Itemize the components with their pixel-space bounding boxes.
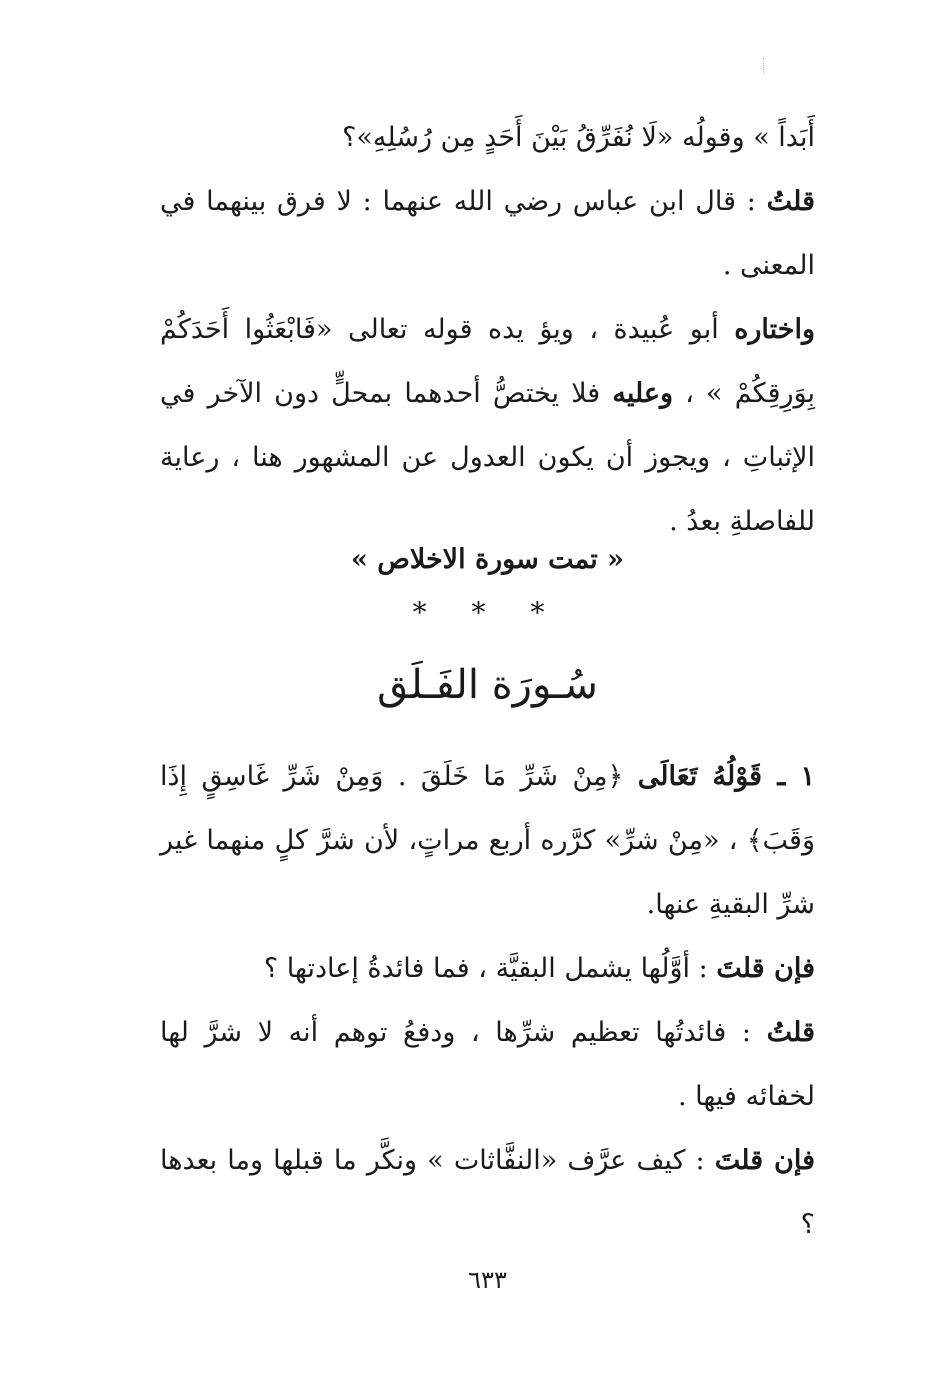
lead-word: وعليه bbox=[612, 378, 674, 409]
paragraph-answer bbox=[160, 1001, 815, 1129]
paragraph-text: : كيف عرَّف «النفَّاثات » ونكَّر ما قبلها وما بعدها ؟ bbox=[160, 1145, 815, 1240]
paragraph-commentary bbox=[160, 298, 815, 554]
lead-word: فإن قلتَ bbox=[714, 1145, 815, 1176]
paragraph-answer bbox=[160, 170, 815, 298]
lead-word: فإن قلتَ bbox=[716, 953, 815, 984]
paragraph-text: : قال ابن عباس رضي الله عنهما : لا فرق بينهما في المعنى . bbox=[160, 186, 815, 281]
surah-title: سُـورَة الفَـلَق bbox=[377, 662, 598, 708]
paragraph-question bbox=[160, 937, 815, 1001]
paragraph-text: ﴿مِنْ شَرِّ مَا خَلَقَ . وَمِنْ شَرِّ غَاسِقٍ إِذَا وَقَبَ﴾ ، «مِنْ شرِّ» كرَّره أربع مراتٍ، لأن شرَّ كلٍ منهما غير شرِّ البقيةِ عنها. bbox=[160, 761, 815, 920]
paragraph-text: أبو عُبيدة ، ويؤ يده قوله تعالى «فَابْعَثُوا أَحَدَكُمْ بِوَرِقِكُمْ » ، bbox=[160, 314, 815, 409]
lead-word: قلتُ bbox=[766, 1017, 815, 1048]
lead-word: قلتُ bbox=[766, 186, 815, 217]
section-surah-falaq bbox=[160, 745, 815, 1257]
lead-word: ١ ـ قَوْلُهُ تَعَالَى bbox=[637, 761, 815, 792]
section-surah-ikhlas-end bbox=[160, 106, 815, 554]
page-number: ٦٣٣ bbox=[468, 1266, 507, 1294]
paragraph-text: : فائدتُها تعظيم شرِّها ، ودفعُ توهم أنه لا شرَّ لها لخفائه فيها . bbox=[160, 1017, 815, 1112]
scan-mark bbox=[763, 58, 765, 74]
paragraph-question bbox=[160, 1129, 815, 1257]
text-line: أَبَداً » وقولُه «لَا نُفَرِّقُ بَيْنَ أَحَدٍ مِن رُسُلِهِ»؟ bbox=[342, 122, 815, 153]
paragraph-text: فلا يختصُّ أحدهما بمحلٍّ دون الآخر في الإثباتِ ، ويجوز أن يكون العدول عن المشهور هنا ، رعاية للفاصلةِ بعدُ . bbox=[160, 378, 815, 537]
paragraph-verse-quote bbox=[160, 106, 815, 170]
paragraph-text: : أوَّلُها يشمل البقيَّة ، فما فائدةُ إعادتها ؟ bbox=[263, 953, 717, 984]
lead-word: واختاره bbox=[734, 314, 815, 345]
paragraph-verse bbox=[160, 745, 815, 937]
surah-end-note: « تمت سورة الاخلاص » bbox=[350, 544, 625, 575]
section-divider-stars: * * * bbox=[412, 596, 563, 629]
